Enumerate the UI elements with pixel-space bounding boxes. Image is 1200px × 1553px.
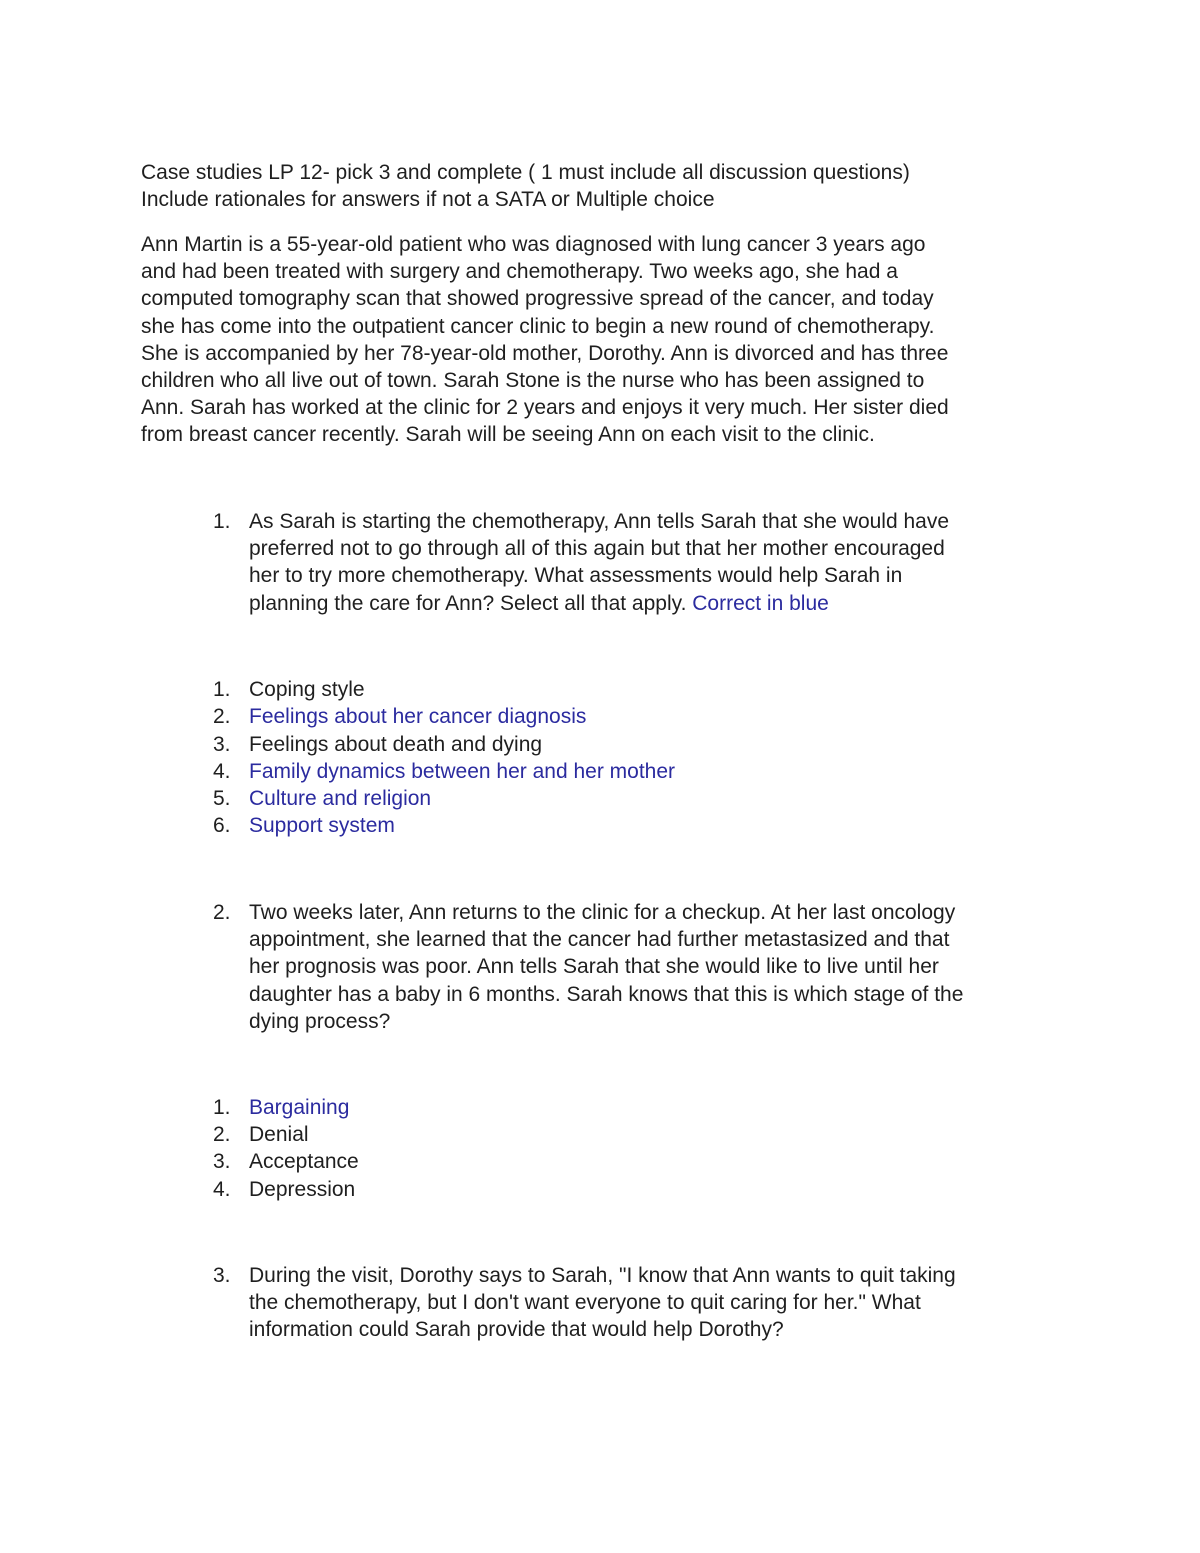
- question-line: the chemotherapy, but I don't want everyone to quit caring for her." What: [249, 1291, 921, 1315]
- scenario-line: children who all live out of town. Sarah Stone is the nurse who has been assigned to: [141, 369, 925, 393]
- question-line-text: planning the care for Ann? Select all that apply.: [249, 591, 687, 615]
- question-line: Two weeks later, Ann returns to the clinic for a checkup. At her last oncology: [249, 901, 956, 924]
- scenario-line: computed tomography scan that showed progressive spread of the cancer, and today: [141, 287, 934, 311]
- q2-option-3: 3. Acceptance: [213, 1148, 249, 1175]
- option-text-correct: Support system: [249, 814, 395, 837]
- question-1-number: 1.: [213, 510, 231, 533]
- option-text-correct: Family dynamics between her and her mother: [249, 760, 676, 783]
- scenario-line: She is accompanied by her 78-year-old mother, Dorothy. Ann is divorced and has three: [141, 341, 949, 365]
- scenario-line: she has come into the outpatient cancer clinic to begin a new round of chemotherapy.: [141, 314, 935, 338]
- q1-option-5: 5. Culture and religion: [213, 785, 249, 812]
- question-1-text: [249, 508, 949, 617]
- scenario-paragraph: [141, 231, 1066, 449]
- option-text-correct: Bargaining: [249, 1096, 350, 1119]
- q1-option-2: 2. Feelings about her cancer diagnosis: [213, 703, 249, 730]
- q1-option-6: 6. Support system: [213, 812, 249, 839]
- option-text-correct: Culture and religion: [249, 787, 432, 810]
- question-2-text: [249, 899, 963, 1035]
- heading-line-1: Case studies LP 12- pick 3 and complete ( 1 must include all discussion questions): [141, 161, 910, 184]
- option-text-correct: Feelings about her cancer diagnosis: [249, 705, 587, 728]
- scenario-line: Ann Martin is a 55-year-old patient who was diagnosed with lung cancer 3 years ago: [141, 233, 926, 256]
- correct-note: Correct in blue: [692, 591, 829, 615]
- option-text: Acceptance: [249, 1150, 359, 1173]
- question-line: appointment, she learned that the cancer had further metastasized and that: [249, 928, 950, 952]
- option-text: Coping style: [249, 678, 365, 701]
- option-text: Denial: [249, 1123, 309, 1146]
- question-line: As Sarah is starting the chemotherapy, Ann tells Sarah that she would have: [249, 510, 950, 533]
- question-3-text: [249, 1262, 956, 1344]
- scenario-line: from breast cancer recently. Sarah will be seeing Ann on each visit to the clinic.: [141, 423, 875, 447]
- heading-line-2: Include rationales for answers if not a SATA or Multiple choice: [141, 188, 715, 212]
- question-line: [249, 590, 949, 617]
- option-text: Feelings about death and dying: [249, 733, 543, 756]
- question-2-number: 2.: [213, 901, 231, 924]
- question-line: her prognosis was poor. Ann tells Sarah that she would like to live until her: [249, 955, 939, 979]
- question-line: information could Sarah provide that would help Dorothy?: [249, 1318, 784, 1342]
- scenario-line: Ann. Sarah has worked at the clinic for 2 years and enjoys it very much. Her sister died: [141, 396, 949, 420]
- question-line: During the visit, Dorothy says to Sarah, "I know that Ann wants to quit taking: [249, 1264, 956, 1287]
- q1-option-4: 4. Family dynamics between her and her mother: [213, 758, 249, 785]
- option-text: Depression: [249, 1178, 356, 1201]
- question-3-number: 3.: [213, 1264, 231, 1287]
- q1-option-1: 1. Coping style: [213, 676, 249, 703]
- question-line: preferred not to go through all of this again but that her mother encouraged: [249, 537, 945, 561]
- question-line: her to try more chemotherapy. What assessments would help Sarah in: [249, 564, 903, 588]
- q1-option-3: 3. Feelings about death and dying: [213, 731, 249, 758]
- q2-option-4: 4. Depression: [213, 1176, 249, 1203]
- scenario-line: and had been treated with surgery and chemotherapy. Two weeks ago, she had a: [141, 260, 898, 284]
- question-line: dying process?: [249, 1009, 391, 1033]
- q2-option-1: 1. Bargaining: [213, 1094, 249, 1121]
- q2-option-2: 2. Denial: [213, 1121, 249, 1148]
- question-line: daughter has a baby in 6 months. Sarah knows that this is which stage of the: [249, 982, 964, 1006]
- document-heading: [141, 159, 1066, 213]
